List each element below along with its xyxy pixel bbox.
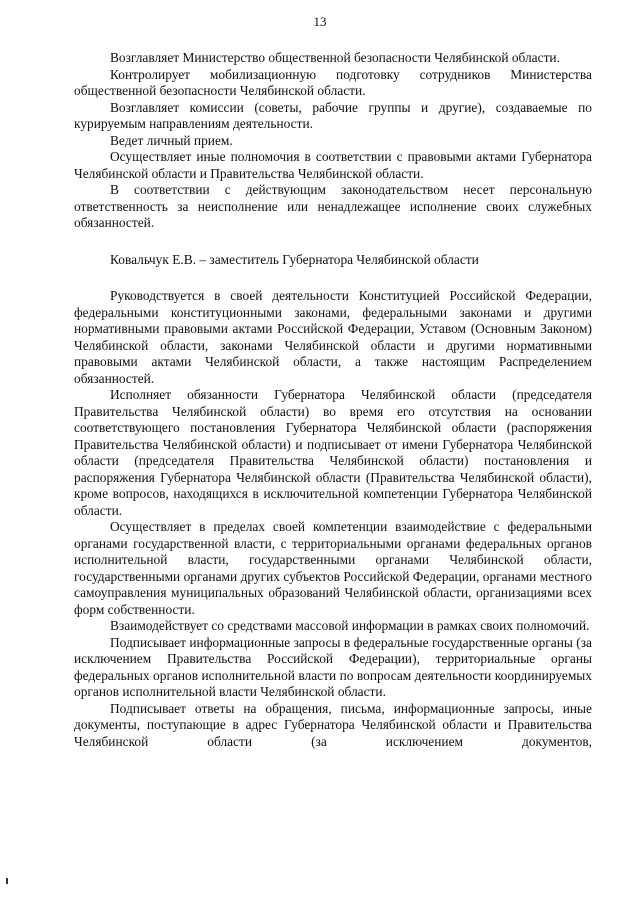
paragraph: Подписывает информационные запросы в федеральные государственные органы (за исключением Правительства Российской Федерации), территориальные органы федеральных органов исполнительной власти по вопросам деятельности координируемых органов исполнительной власти Челябинской области. (74, 634, 592, 699)
paragraph: Исполняет обязанности Губернатора Челябинской области (председателя Правительства Челябинской области) во время его отсутствия на основании соответствующего постановления Губернатора Челябинской области (распоряжения Правительства Челябинской области) и подписывает от имени Губернатора Челябинской области (председателя Правительства Челябинской области) постановления и распоряжения Губернатора Челябинской области (Правительства Челябинской области), кроме вопросов, находящихся в исключительной компетенции Губернатора Челябинской области. (74, 387, 592, 518)
paragraph: Руководствуется в своей деятельности Конституцией Российской Федерации, федеральными конституционными законами, федеральными законами и другими нормативными правовыми актами Российской Федерации, Уставом (Основным Законом) Челябинской области, законами Челябинской области и другими нормативными правовыми актами Челябинской области, а также настоящим Распределением обязанностей. (74, 288, 592, 386)
scan-edge-mark (6, 878, 8, 884)
paragraph: В соответствии с действующим законодательством несет персональную ответственность за неисполнение или ненадлежащее исполнение своих служебных обязанностей. (74, 182, 592, 230)
paragraph: Осуществляет иные полномочия в соответствии с правовыми актами Губернатора Челябинской области и Правительства Челябинской области. (74, 149, 592, 181)
page-number: 13 (313, 14, 327, 29)
document-body (74, 50, 592, 750)
paragraph: Ведет личный прием. (110, 132, 233, 148)
paragraph: Контролирует мобилизационную подготовку сотрудников Министерства общественной безопасности Челябинской области. (74, 66, 592, 98)
paragraph: Подписывает ответы на обращения, письма, информационные запросы, иные документы, поступающие в адрес Губернатора Челябинской области и Правительства Челябинской области (за исключением документов, (74, 700, 592, 749)
paragraph: Возглавляет Министерство общественной безопасности Челябинской области. (110, 50, 560, 65)
paragraph: Взаимодействует со средствами массовой информации в рамках своих полномочий. (110, 618, 590, 633)
paragraph: Осуществляет в пределах своей компетенции взаимодействие с федеральными органами государственной власти, с территориальными органами федеральных органов исполнительной власти, государственными органами Челябинской области, государственными органами других субъектов Российской Федерации, органами местного самоуправления муниципальных образований Челябинской области, организациями всех форм собственности. (74, 519, 592, 617)
person-heading: Ковальчук Е.В. – заместитель Губернатора Челябинской области (110, 251, 479, 267)
paragraph: Возглавляет комиссии (советы, рабочие группы и другие), создаваемые по курируемым направлениям деятельности. (74, 99, 592, 131)
